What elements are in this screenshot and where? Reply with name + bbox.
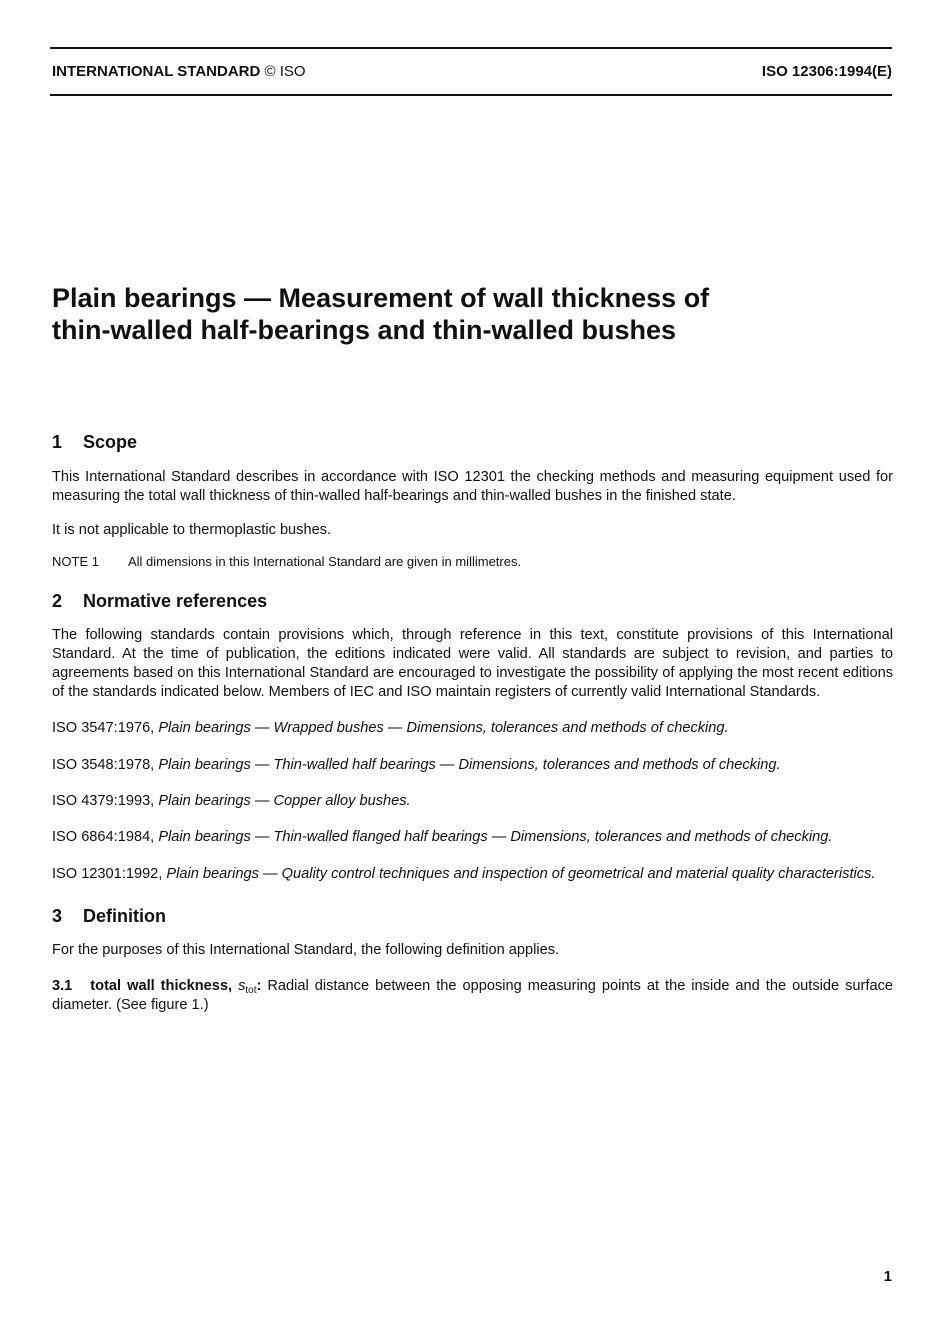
section-number: 1	[52, 432, 63, 452]
reference-title: Plain bearings — Thin-walled flanged half bearings — Dimensions, tolerances and methods of checking.	[158, 829, 833, 845]
reference-item	[52, 719, 893, 738]
section-title: Definition	[83, 906, 166, 926]
header-left	[52, 62, 306, 82]
document-title	[52, 282, 892, 346]
header-bottom-rule	[50, 94, 892, 96]
section-number: 2	[52, 591, 63, 611]
definition-term: total wall thickness,	[90, 978, 233, 994]
scope-paragraph-1: This International Standard describes in accordance with ISO 12301 the checking methods and measuring equipment used for measuring the total wall thickness of thin-walled half-bearings and thin-walled bushes in the finished state.	[52, 469, 893, 504]
reference-title: Plain bearings — Quality control techniques and inspection of geometrical and material quality characteristics.	[166, 866, 876, 882]
definition-colon: :	[256, 978, 262, 994]
reference-title: Plain bearings — Thin-walled half bearings — Dimensions, tolerances and methods of checking.	[158, 757, 781, 773]
reference-title: Plain bearings — Copper alloy bushes.	[158, 793, 411, 809]
definition-text: Radial distance between the opposing measuring points at the inside and the outside surface diameter. (See figure 1.)	[52, 978, 893, 1013]
header-standard-type: INTERNATIONAL STANDARD	[52, 63, 261, 80]
section-title: Normative references	[83, 591, 268, 611]
definition-number: 3.1	[52, 978, 73, 994]
section-heading-scope	[52, 430, 893, 454]
document-body	[52, 430, 893, 1015]
reference-code: ISO 3547:1976,	[52, 720, 155, 736]
reference-code: ISO 4379:1993,	[52, 793, 155, 809]
reference-code: ISO 6864:1984,	[52, 829, 155, 845]
definition-symbol: s	[238, 978, 246, 994]
section-heading-definition	[52, 904, 893, 928]
definition-intro: For the purposes of this International Standard, the following definition applies.	[52, 942, 560, 958]
header-standard-number: ISO 12306:1994(E)	[761, 63, 892, 80]
header-copyright: © ISO	[264, 63, 306, 80]
reference-item	[52, 756, 893, 775]
reference-code: ISO 3548:1978,	[52, 757, 155, 773]
running-header	[52, 62, 892, 84]
reference-item	[52, 828, 893, 847]
section-number: 3	[52, 906, 63, 926]
scope-paragraph-2: It is not applicable to thermoplastic bushes.	[52, 522, 332, 538]
page-number: 1	[883, 1268, 892, 1285]
header-top-rule	[50, 47, 892, 49]
definition-item	[52, 977, 893, 1015]
section-title: Scope	[83, 432, 138, 452]
reference-item	[52, 792, 893, 811]
note-text: All dimensions in this International Standard are given in millimetres.	[128, 554, 522, 569]
definition-symbol-subscript: tot	[245, 985, 257, 996]
scope-note	[52, 553, 893, 571]
title-line-2: thin-walled half-bearings and thin-walled bushes	[52, 315, 677, 345]
reference-title: Plain bearings — Wrapped bushes — Dimensions, tolerances and methods of checking.	[158, 720, 729, 736]
title-line-1: Plain bearings — Measurement of wall thickness of	[52, 283, 710, 313]
references-intro: The following standards contain provisions which, through reference in this text, constitute provisions of this International Standard. At the time of publication, the editions indicated were valid. All standards are subject to revision, and parties to agreements based on this International Standard are encouraged to investigate the possibility of applying the most recent editions of the standards indicated below. Members of IEC and ISO maintain registers of currently valid International Standards.	[52, 627, 893, 700]
section-heading-normative-references	[52, 589, 893, 613]
reference-code: ISO 12301:1992,	[52, 866, 163, 882]
reference-item	[52, 865, 893, 884]
note-label: NOTE 1	[52, 554, 99, 569]
